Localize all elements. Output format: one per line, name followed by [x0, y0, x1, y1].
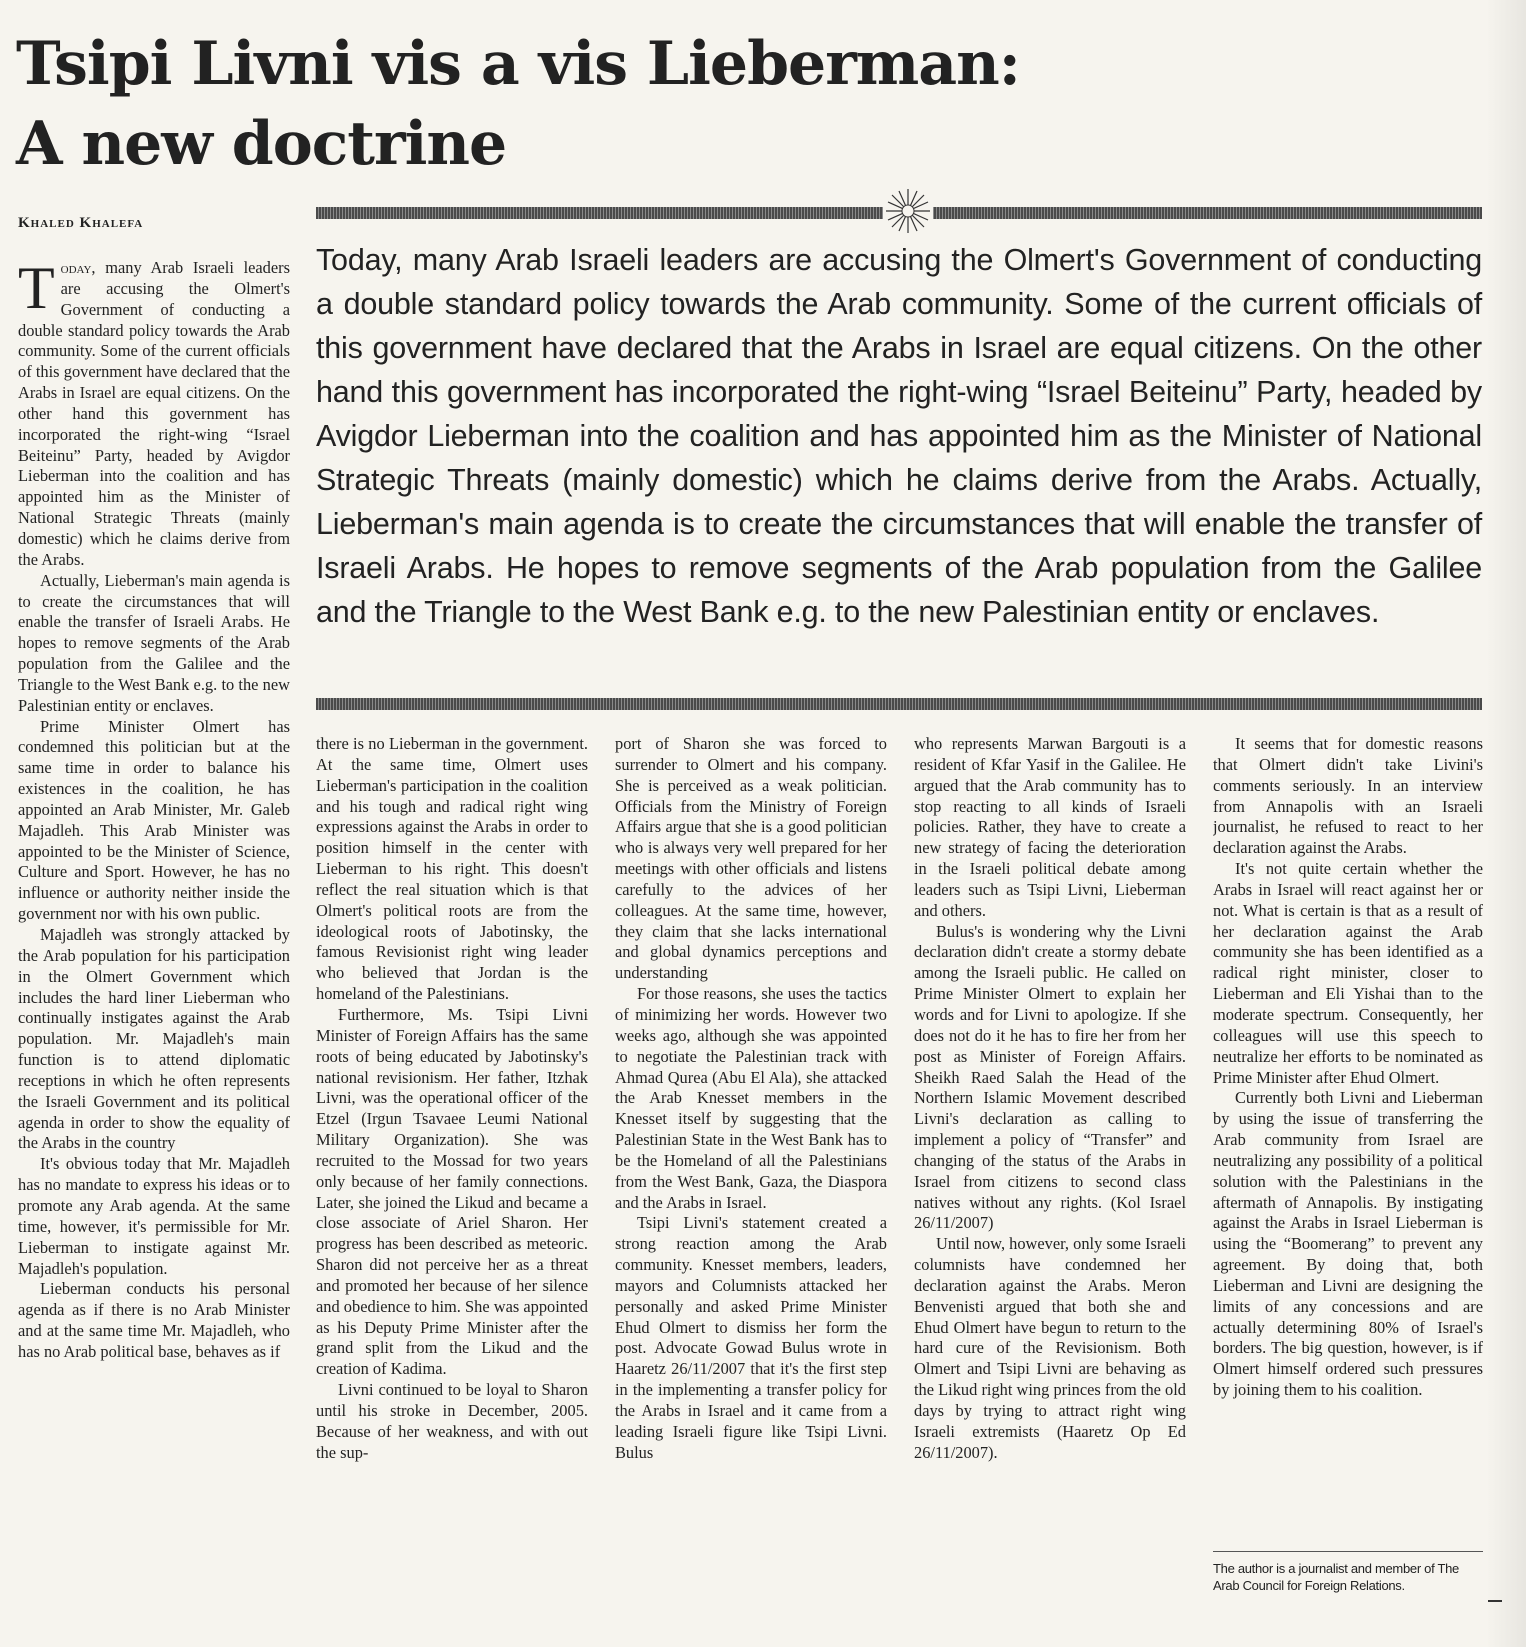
- body-paragraph: there is no Lieberman in the government. At the same time, Olmert uses Lieberman's participation in the coalition and his tough and radical right wing expressions against the Arabs in order to position himself in the center with Lieberman to his right. This doesn't reflect the real situation which is that Olmert's political roots are from the ideological roots of Jabotinsky, the famous Revisionist right wing leader who believed that Jordan is the homeland of the Palestinians.: [316, 734, 588, 1004]
- body-paragraph: Livni continued to be loyal to Sharon until his stroke in December, 2005. Because of her weakness, and with out the sup-: [316, 1380, 588, 1462]
- body-paragraph: Furthermore, Ms. Tsipi Livni Minister of Foreign Affairs has the same roots of being educated by Jabotinsky's national revisionism. Her father, Itzhak Livni, was the operational officer of the Etzel (Irgun Tsavaee Leumi National Military Organization). She was recruited to the Mossad for two years only because of her family connections. Later, she joined the Likud and became a close associate of Ariel Sharon. Her progress has been described as meteoric. Sharon did not perceive her as a threat and promoted her because of her silence and obedience to him. She was appointed as his Deputy Prime Minister after the grand split from the Likud and the creation of Kadima.: [316, 1004, 588, 1379]
- body-paragraph: port of Sharon she was forced to surrender to Olmert and his company. She is perceived as a weak politician. Officials from the Ministry of Foreign Affairs argue that she is a good politician who is always very well prepared for her meetings with other officials and listens carefully to the advices of her colleagues. At the same time, however, they claim that she lacks international and global dynamics perceptions and understanding: [615, 734, 887, 983]
- body-paragraph: Majadleh was strongly attacked by the Arab population for his participation in the Olmert Government which includes the hard liner Lieberman who continually instigates against the Arab population. Mr. Majadleh's main function is to attend diplomatic receptions in which he often represents the Israeli Government and its political agenda in order to show the equality of the Arabs in the country: [18, 925, 290, 1153]
- page-edge-shadow: [1486, 0, 1526, 1647]
- body-paragraph: It's not quite certain whether the Arabs in Israel will react against her or not. What is certain is that as a result of her declaration against the Arab community she has been identified as a radical right minister, closer to Lieberman and Eli Yishai than to the moderate spectrum. Consequently, her colleagues will use this speech to neutralize her efforts to be nominated as Prime Minister after Ehud Olmert.: [1213, 859, 1483, 1087]
- headline-line-1: Tsipi Livni vis a vis Lieberman:: [16, 29, 1020, 99]
- body-paragraph: [18, 258, 290, 571]
- body-paragraph: Actually, Lieberman's main agenda is to create the circumstances that will enable the transfer of Israeli Arabs. He hopes to remove segments of the Arab population from the Galilee and the Triangle to the West Bank e.g. to the new Palestinian entity or enclaves.: [18, 570, 290, 715]
- article-column-4: [914, 734, 1186, 1629]
- author-note-rule: [1213, 1551, 1483, 1552]
- body-paragraph: Tsipi Livni's statement created a strong reaction among the Arab community. Knesset members, leaders, mayors and Columnists attacked her personally and asked Prime Minister Ehud Olmert to dismiss her form the post. Advocate Gowad Bulus wrote in Haaretz 26/11/2007 that it's the first step in the implementing a transfer policy for the Arabs in Israel and it came from a leading Israeli figure like Tsipi Livni. Bulus: [615, 1213, 887, 1462]
- body-paragraph: Bulus's is wondering why the Livni declaration didn't create a stormy debate among the Israeli public. He called on Prime Minister Olmert to explain her words and for Livni to apologize. If she does not do it he has to fire her from her post as Minister of Foreign Affairs. Sheikh Raed Salah the Head of the Northern Islamic Movement described Livni's declaration as calling to implement a policy of “Transfer” and changing of the status of the Arabs in Israel from citizens to second class natives without any rights. (Kol Israel 26/11/2007): [914, 921, 1186, 1233]
- body-paragraph: Currently both Livni and Lieberman by using the issue of transferring the Arab community from Israel are neutralizing any possibility of a political solution with the Palestinians in the aftermath of Annapolis. By instigating against the Arabs in Israel Lieberman is using the “Boomerang” to prevent any agreement. By doing that, both Lieberman and Livni are designing the limits of any concessions and are actually determining 80% of Israel's borders. The big question, however, is if Olmert himself ordered such pressures by joining them to his coalition.: [1213, 1088, 1483, 1400]
- author-note: The author is a journalist and member of The Arab Council for Foreign Relations.: [1213, 1561, 1459, 1593]
- body-paragraph: Lieberman conducts his personal agenda as if there is no Arab Minister and at the same time Mr. Majadleh, who has no Arab political base, behaves as if: [18, 1279, 290, 1361]
- body-paragraph: Until now, however, only some Israeli columnists have condemned her declaration against the Arabs. Meron Benvenisti argued that both she and Ehud Olmert have begun to return to the hard cure of the Revisionism. Both Olmert and Tsipi Livni are behaving as the Likud right wing princes from the old days by trying to attract right wing Israeli extremists (Haaretz Op Ed 26/11/2007).: [914, 1234, 1186, 1462]
- body-paragraph: For those reasons, she uses the tactics of minimizing her words. However two weeks ago, although she was appointed to negotiate the Palestinian track with Ahmad Qurea (Abu El Ala), she attacked the Arab Knesset members in the Knesset itself by suggesting that the Palestinian State in the West Bank has to be the Homeland of all the Palestinians from the West Bank, Gaza, the Diaspora and the Arabs in Israel.: [615, 984, 887, 1212]
- body-paragraph: It seems that for domestic reasons that Olmert didn't take Livini's comments seriously. In an interview from Annapolis with an Israeli journalist, he refused to react to her declaration against the Arabs.: [1213, 734, 1483, 858]
- body-paragraph: It's obvious today that Mr. Majadleh has no mandate to express his ideas or to promote any Arab agenda. At the same time, however, it's permissible for Mr. Lieberman to instigate against Mr. Majadleh's population.: [18, 1154, 290, 1278]
- byline: Khaled Khalefa: [18, 215, 144, 231]
- drop-cap: T: [18, 258, 55, 321]
- article-column-5: [1213, 734, 1483, 1544]
- lead-in: oday,: [60, 258, 96, 277]
- body-paragraph: Prime Minister Olmert has condemned this politician but at the same time in order to balance his existences in the coalition, he has appointed an Arab Minister, Mr. Galeb Majadleh. This Arab Minister was appointed to be the Minister of Science, Culture and Sport. However, he has no influence or authority neither inside the government nor with his own public.: [18, 716, 290, 924]
- pullquote: Today, many Arab Israeli leaders are accusing the Olmert's Government of conducting a double standard policy towards the Arab community. Some of the current officials of this government have declared that the Arabs in Israel are equal citizens. On the other hand this government has incorporated the right-wing “Israel Beiteinu” Party, headed by Avigdor Lieberman into the coalition and has appointed him as the Minister of National Strategic Threats (mainly domestic) which he claims derive from the Arabs. Actually, Lieberman's main agenda is to create the circumstances that will enable the transfer of Israeli Arabs. He hopes to remove segments of the Arab population from the Galilee and the Triangle to the West Bank e.g. to the new Palestinian entity or enclaves.: [316, 243, 1482, 629]
- pullquote-rule-bottom: [316, 698, 1482, 710]
- body-paragraph: who represents Marwan Bargouti is a resident of Kfar Yasif in the Galilee. He argued that the Arab community has to stop reacting to all kinds of Israeli policies. Rather, they have to create a new strategy of facing the deterioration in the Israeli political debate among leaders such as Tsipi Livni, Lieberman and others.: [914, 734, 1186, 920]
- article-column-2: [316, 734, 588, 1629]
- body-text: many Arab Israeli leaders are accusing the Olmert's Government of conducting a double standard policy towards the Arab community. Some of the current officials of this government have declared that the Arabs in Israel are equal citizens. On the other hand this government has incorporated the right-wing “Israel Beiteinu” Party, headed by Avigdor Lieberman into the coalition and has appointed him as the Minister of National Strategic Threats (mainly domestic) which he claims derive from the Arabs.: [18, 258, 290, 569]
- headline: [16, 24, 1176, 184]
- headline-line-2: A new doctrine: [16, 109, 507, 179]
- sunburst-ornament-icon: [883, 186, 933, 236]
- article-column-1: [18, 258, 290, 1628]
- article-column-3: [615, 734, 887, 1629]
